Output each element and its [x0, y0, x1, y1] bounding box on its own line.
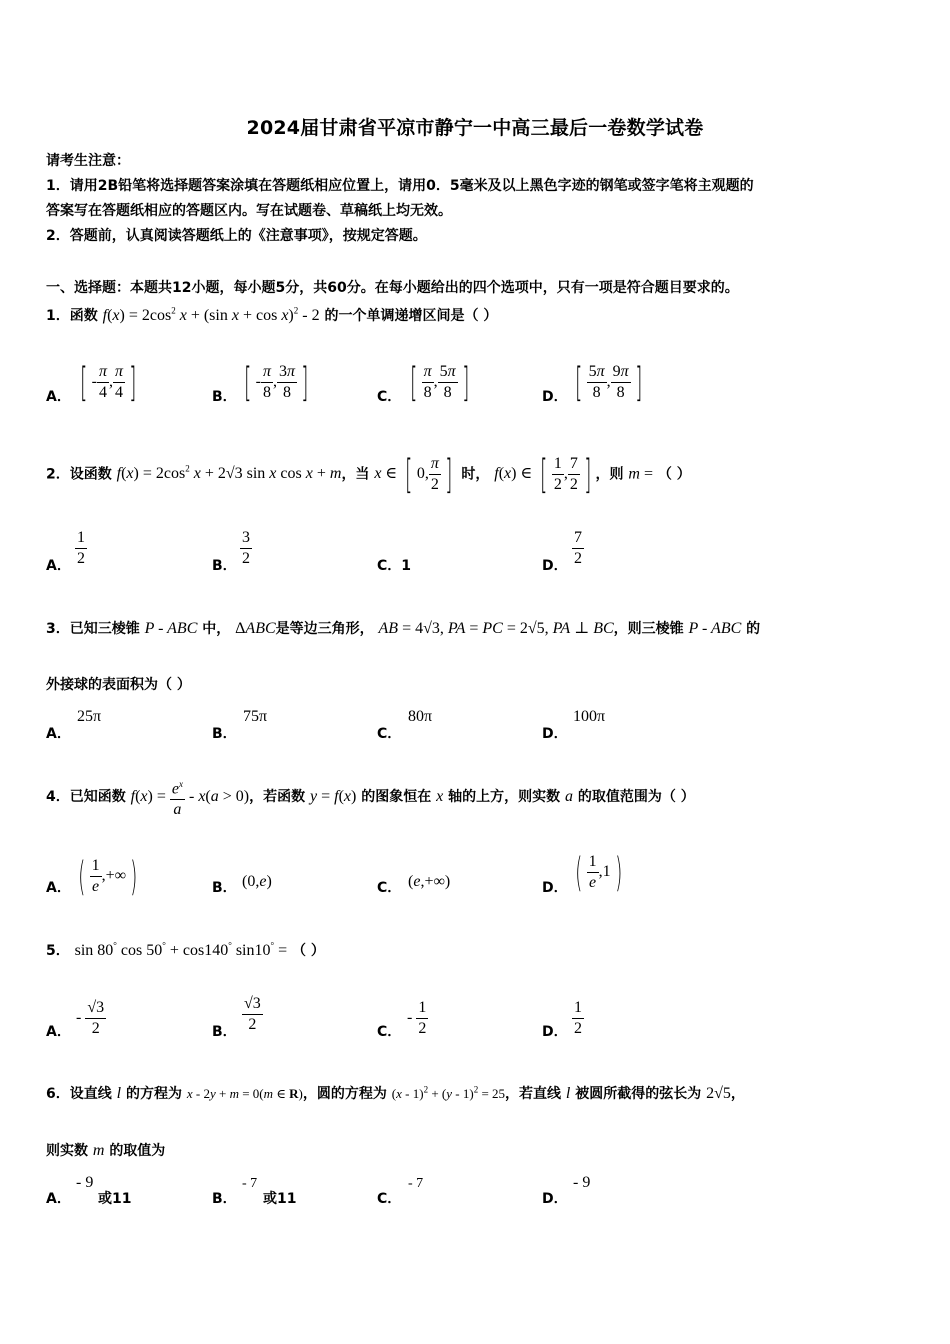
q3-option-a[interactable]: A．: [46, 726, 71, 742]
q4-option-a-value: ( $\frac{1}{e}$ ,+∞ ): [78, 853, 138, 900]
q4-option-b-value: (0,e): [242, 873, 272, 890]
q2-option-a[interactable]: A．: [46, 558, 71, 574]
q3-pyramid: P - ABC: [144, 620, 198, 637]
q4-a: a: [564, 788, 573, 805]
q1-option-c[interactable]: C．: [377, 389, 402, 405]
q5-formula: sin 80° cos 50° + cos140° sin10° =: [74, 940, 288, 959]
q3-option-d[interactable]: D．: [542, 726, 568, 742]
q6-option-a-value: - 9: [76, 1174, 94, 1191]
question-3: [46, 618, 760, 638]
page-title: 2024届甘肃省平凉市静宁一中高三最后一卷数学试卷: [246, 117, 704, 139]
q1-option-b[interactable]: B．: [212, 389, 237, 405]
q6-chord: 被圆所截得的弦长为: [575, 1086, 702, 1102]
q4-option-c[interactable]: C．: [377, 880, 402, 896]
q2-option-b-value: $\frac{3}{2}$: [242, 529, 250, 567]
q6-option-a-or: 或11: [98, 1191, 132, 1207]
q5-option-c-value: - $\frac{1}{2}$: [407, 999, 427, 1037]
q6-option-a[interactable]: A．: [46, 1191, 71, 1207]
q5-option-b-value: $\frac{√3}{2}$: [244, 995, 261, 1033]
q6-option-b-value: - 7: [242, 1176, 258, 1191]
question-5: [46, 940, 325, 960]
q2-domain: x ∈ [ 0, $\frac{\pi}{2}$ ]: [374, 451, 453, 498]
q6-option-b-or: 或11: [263, 1191, 297, 1207]
q3-option-b-value: 75π: [243, 708, 268, 725]
question-4: [46, 774, 695, 820]
q2-option-a-value: $\frac{1}{2}$: [77, 529, 85, 567]
q3-zhong: 中，: [202, 621, 231, 637]
notice-line-3: 2．答题前，认真阅读答题纸上的《注意事项》，按规定答题。: [46, 228, 427, 244]
q6-option-b[interactable]: B．: [212, 1191, 237, 1207]
q3-option-d-value: 100π: [573, 708, 606, 725]
q4-option-a[interactable]: A．: [46, 880, 71, 896]
q2-formula: $f(x) = 2\cos^2$ x + 2√3 sin x cos x + m: [116, 464, 342, 483]
notice-heading: 请考生注意：: [46, 153, 130, 169]
q4-option-b[interactable]: B．: [212, 880, 237, 896]
q1-option-d[interactable]: D．: [542, 389, 568, 405]
q6-line-2: [46, 1140, 165, 1160]
q2-option-c[interactable]: C．1: [377, 558, 412, 574]
q2-tail: （ ）: [657, 466, 691, 483]
q6-option-c-value: - 7: [408, 1176, 424, 1191]
q2-ze: ，则: [595, 466, 624, 483]
q6-l-2: l: [565, 1085, 571, 1102]
q6-line-eq: x - 2y + m = 0(m ∈ R): [186, 1086, 303, 1101]
notice-line-2: 答案写在答题纸相应的答题区内。写在试题卷、草稿纸上均无效。: [46, 203, 452, 219]
q5-option-d[interactable]: D．: [542, 1024, 568, 1040]
q2-range: f(x) ∈ [ $\frac{1}{2}$ , $\frac{7}{2}$ ]: [494, 451, 592, 498]
q3-number: 3．已知三棱锥: [46, 621, 140, 637]
q6-cut: ，若直线: [505, 1086, 562, 1102]
q3-line-2: 外接球的表面积为（ ）: [46, 677, 191, 693]
q3-condition: AB = 4√3, PA = PC = 2√5, PA ⊥ BC: [378, 620, 614, 637]
q1-option-a[interactable]: A．: [46, 389, 71, 405]
q5-option-d-value: $\frac{1}{2}$: [574, 999, 582, 1037]
q4-option-d[interactable]: D．: [542, 880, 568, 896]
q6-option-c[interactable]: C．: [377, 1191, 402, 1207]
q5-option-a[interactable]: A．: [46, 1024, 71, 1040]
q5-tail: （ ）: [292, 943, 325, 959]
q3-triangle: ΔABC: [235, 620, 276, 637]
q6-chord-len: 2√5: [706, 1085, 731, 1102]
q5-option-c[interactable]: C．: [377, 1024, 402, 1040]
q2-when: ，当: [341, 466, 370, 483]
q1-option-a-value: [ - $\frac{\pi}{4}$ , $\frac{\pi}{4}$ ]: [80, 359, 137, 406]
q3-option-c-value: 80π: [408, 708, 433, 725]
q6-l: l: [116, 1085, 122, 1102]
q6-line2b: 的取值为: [109, 1143, 166, 1159]
q2-option-d[interactable]: D．: [542, 558, 568, 574]
q1-formula: $f(x) = 2\cos^2$ x + (sin x + cos x)$^2$ - 2: [102, 305, 320, 324]
q4-number: 4．已知函数: [46, 789, 126, 805]
question-2: 2．设函数 $f(x) = 2\cos^2$ x + 2√3 sin x cos x + m，当 x ∈ [ 0, $\frac{\pi}{2}$ ] 时， f(x) ∈ [ $\frac{1}{2}$ , $\frac{7}{2}$ ] ，则 m = （ ）: [46, 451, 691, 498]
q5-number: 5．: [46, 943, 70, 959]
q4-x: x: [436, 788, 444, 805]
q4-graph-fn: y = f(x): [309, 788, 357, 805]
question-6: 6．设直线 l 的方程为 x - 2y + m = 0(m ∈ R)，圆的方程为 (x - 1)$^2$ + (y - 1)$^2$ = 25，若直线 l 被圆所截得的弦长为 2√5，: [46, 1084, 745, 1102]
q1-option-c-value: [ $\frac{\pi}{8}$ , $\frac{5\pi}{8}$ ]: [410, 359, 469, 406]
q1-option-b-value: [ - $\frac{\pi}{8}$ , $\frac{3\pi}{8}$ ]: [244, 359, 309, 406]
q3-option-b[interactable]: B．: [212, 726, 237, 742]
q6-m: m: [92, 1142, 105, 1159]
q5-option-b[interactable]: B．: [212, 1024, 237, 1040]
q4-axis: 轴的上方，则实数: [448, 789, 561, 805]
notice-line-1: 1．请用2B铅笔将选择题答案涂填在答题纸相应位置上，请用0．5毫米及以上黑色字迹的钢笔或签字笔将主观题的: [46, 178, 754, 194]
q2-number: 2．设函数: [46, 466, 112, 483]
q4-option-d-value: ( $\frac{1}{e}$ ,1 ): [575, 849, 622, 896]
q2-option-b[interactable]: B．: [212, 558, 237, 574]
q6-option-d-value: - 9: [573, 1174, 591, 1191]
q3-de: 的: [746, 621, 761, 637]
q3-option-a-value: 25π: [77, 708, 102, 725]
q1-option-d-value: [ $\frac{5\pi}{8}$ , $\frac{9\pi}{8}$ ]: [575, 359, 642, 406]
q4-option-c-value: (e,+∞): [408, 873, 451, 890]
q6-circle: ，圆的方程为: [302, 1086, 387, 1102]
question-1: [46, 305, 497, 325]
q4-range: 的取值范围为（ ）: [577, 789, 695, 805]
q6-circle-eq: (x - 1)$^2$ + (y - 1)$^2$ = 25: [391, 1084, 506, 1101]
q3-option-c[interactable]: C．: [377, 726, 402, 742]
section-heading: 一、选择题：本题共12小题，每小题5分，共60分。在每小题给出的四个选项中，只有一项是符合题目要求的。: [46, 280, 739, 296]
q6-option-d[interactable]: D．: [542, 1191, 568, 1207]
q1-tail: 的一个单调递增区间是（ ）: [324, 308, 498, 324]
q1-number: 1．函数: [46, 308, 98, 324]
q2-m: m: [628, 465, 640, 483]
q6-line2: 则实数: [46, 1143, 88, 1159]
q6-eq: 的方程为: [125, 1086, 182, 1102]
q5-option-a-value: - $\frac{√3}{2}$: [76, 999, 105, 1037]
q2-option-d-value: $\frac{7}{2}$: [574, 529, 582, 567]
q3-ze: ，则三棱锥: [613, 621, 684, 637]
q3-equi: 是等边三角形，: [275, 621, 374, 637]
q3-pyramid-2: P - ABC: [688, 620, 742, 637]
q4-graph: 的图象恒在: [361, 789, 432, 805]
q4-ruo: ，若函数: [249, 789, 306, 805]
q4-formula: f(x) = $\frac{e^x}{a}$ - x(a > 0): [131, 788, 249, 805]
q2-shi: 时，: [461, 466, 490, 483]
q6-number: 6．设直线: [46, 1086, 112, 1102]
